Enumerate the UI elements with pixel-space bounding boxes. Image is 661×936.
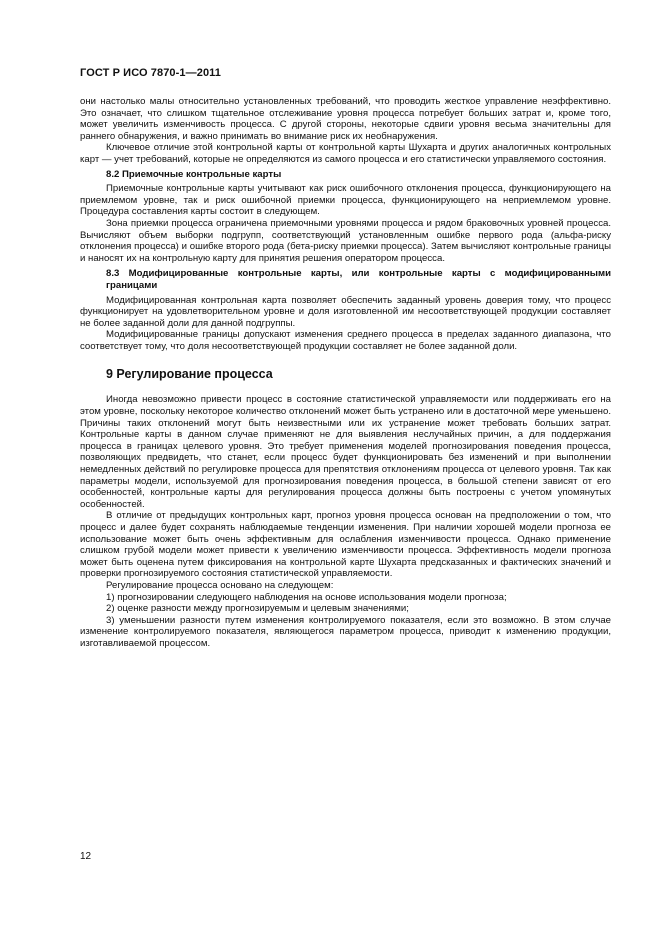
paragraph: они настолько малы относительно установленных требований, что проводить жесткое управление неэффективно. Это означает, что слишком тщательное отслеживание уровня процесса потребует больших затрат и, кроме того, может увеличить изменчивость процесса. С другой стороны, некоторые сдвиги уровня весьма значительны для раннего обнаружения, и важно принимать во внимание риск их необнаружения. [80, 96, 611, 142]
document-page [80, 0, 611, 936]
paragraph: Модифицированная контрольная карта позволяет обеспечить заданный уровень доверия тому, что процесс функционирует на удовлетворительном уровне и доля изготовленной им несоответствующей продукции составляет не более заданной доли для данной подгруппы. [80, 294, 611, 329]
list-item: 1) прогнозировании следующего наблюдения на основе использования модели прогноза; [106, 591, 507, 603]
document-code-header: ГОСТ Р ИСО 7870-1—2011 [80, 67, 221, 79]
section-heading-8-2: 8.2 Приемочные контрольные карты [106, 168, 282, 180]
page-content [80, 96, 611, 650]
paragraph: В отличие от предыдущих контрольных карт, прогноз уровня процесса основан на предположении о том, что процесс и далее будет сохранять наблюдаемые тенденции изменения. При наличии хорошей модели прогноза ее использование может быть очень эффективным для ослабления изменчивости процесса. Однако применение слишком грубой модели может привести к увеличению изменчивости процесса. Эффективность модели прогноза может быть оценена путем фиксирования на контрольной карте Шухарта предсказанных и фактических значений и проверки прогнозируемого состояния статистической управляемости. [80, 510, 611, 580]
page-number: 12 [80, 851, 92, 862]
list-item: 2) оценке разности между прогнозируемым и целевым значениями; [106, 603, 409, 615]
paragraph: Регулирование процесса основано на следующем: [106, 579, 334, 591]
paragraph: Приемочные контрольные карты учитывают как риск ошибочного отклонения процесса, функционирующего на приемлемом уровне, так и риск ошибочной приемки процесса, функционирующего на неприемлемом уровне. Процедура составления карты состоит в следующем. [80, 183, 611, 218]
paragraph: Ключевое отличие этой контрольной карты от контрольной карты Шухарта и других аналогичных контрольных карт — учет требований, которые не определяются из самого процесса и его статистически управляемого состояния. [80, 142, 611, 165]
section-heading-9: 9 Регулирование процесса [106, 367, 273, 382]
section-heading-8-3: 8.3 Модифицированные контрольные карты, или контрольные карты с модифицированными границами [106, 268, 611, 291]
list-item: 3) уменьшении разности путем изменения контролируемого показателя, если это возможно. В этом случае изменение контролируемого показателя, являющегося параметром процесса, приводит к изменению продукции, изготавливаемой процессом. [80, 614, 611, 649]
paragraph: Зона приемки процесса ограничена приемочными уровнями процесса и рядом браковочных уровней процесса. Вычисляют объем выборки подгрупп, соответствующий установленным ошибке первого рода (альфа-риску отклонения процесса) и ошибке второго рода (бета-риску приемки процесса). Затем вычисляют контрольные границы и наносят их на контрольную карту для принятия решения оператором процесса. [80, 217, 611, 264]
paragraph: Иногда невозможно привести процесс в состояние статистической управляемости или поддерживать его на этом уровне, поскольку некоторое количество отклонений может быть устранено или в достаточной мере уменьшено. Причины таких отклонений могут быть неизвестными или их устранение может требовать больших затрат. Контрольные карты в данном случае применяют не для выявления неслучайных причин, а для поддержания процесса в границах целевого уровня. Это требует применения моделей прогнозирования поведения процесса, позволяющих предвидеть, что станет, если процесс будет функционировать без изменений и при выполнении немедленных действий по регулировке процесса для препятствия отклонениям процесса от целевого уровня. Так как параметры модели, используемой для прогнозирования поведения процесса, в большой степени зависят от его особенностей, контрольные карты для регулирования процесса должны быть построены с учетом упомянутых особенностей. [80, 394, 611, 510]
paragraph: Модифицированные границы допускают изменения среднего процесса в пределах заданного диапазона, что соответствует тому, что доля несоответствующей продукции составляет не более заданной доли. [80, 329, 611, 352]
